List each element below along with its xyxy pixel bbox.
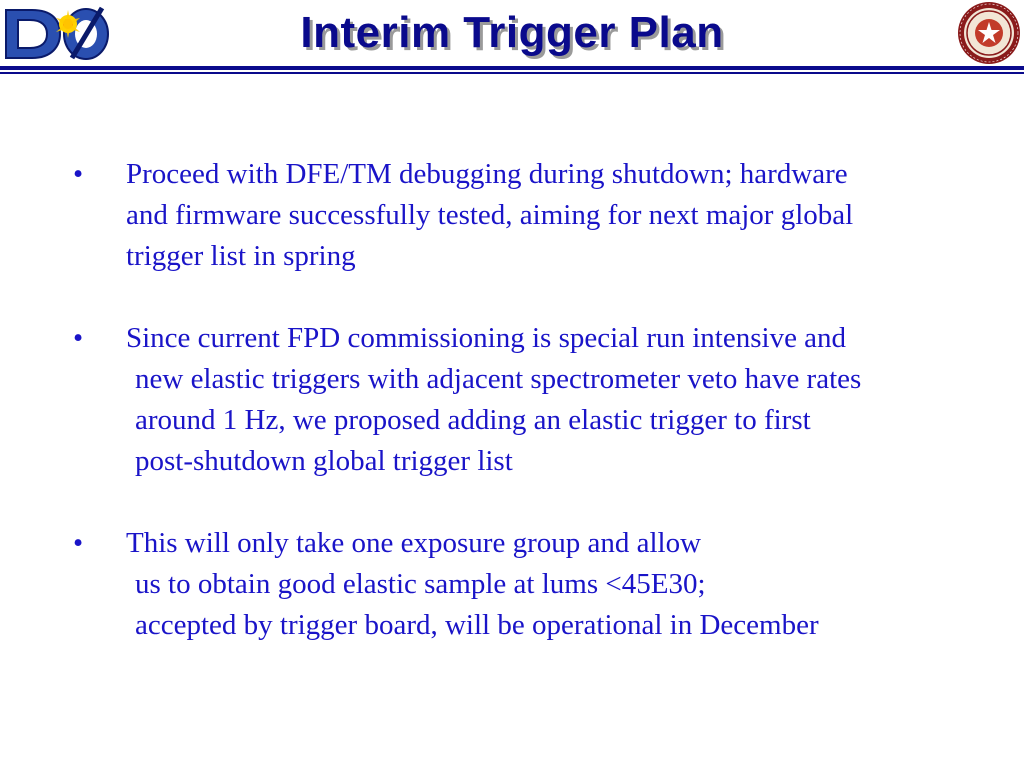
- bullet-line: accepted by trigger board, will be operational in December: [135, 609, 819, 641]
- slide-header: [0, 0, 1024, 72]
- bullet-item-2: [0, 318, 1024, 482]
- bullet-line: post-shutdown global trigger list: [135, 445, 513, 477]
- svg-text:φ: φ: [24, 29, 32, 43]
- bullet-line: around 1 Hz, we proposed adding an elastic trigger to first: [135, 404, 811, 436]
- header-rule-thin: [0, 72, 1024, 74]
- slide-title: Interim Trigger Plan: [300, 8, 724, 57]
- bullet-line: Since current FPD commissioning is special run intensive and: [126, 322, 847, 354]
- header-rule-thick: [0, 66, 1024, 70]
- bullet-line: Proceed with DFE/TM debugging during shutdown; hardware: [126, 158, 848, 190]
- bullet-marker: •: [73, 527, 84, 559]
- bullet-line: trigger list in spring: [126, 240, 356, 272]
- bullet-item-1: [0, 154, 1024, 277]
- bullet-marker: •: [73, 322, 84, 354]
- bullet-marker: •: [73, 158, 84, 190]
- bullet-line: and firmware successfully tested, aiming for next major global: [126, 199, 854, 231]
- bullet-line: This will only take one exposure group and allow: [126, 527, 702, 559]
- slide-body: [0, 154, 1024, 646]
- bullet-item-3: [0, 523, 1024, 646]
- university-seal-logo: [956, 0, 1022, 66]
- bullet-line: us to obtain good elastic sample at lums <45E30;: [135, 568, 706, 600]
- bullet-line: new elastic triggers with adjacent spectrometer veto have rates: [135, 363, 862, 395]
